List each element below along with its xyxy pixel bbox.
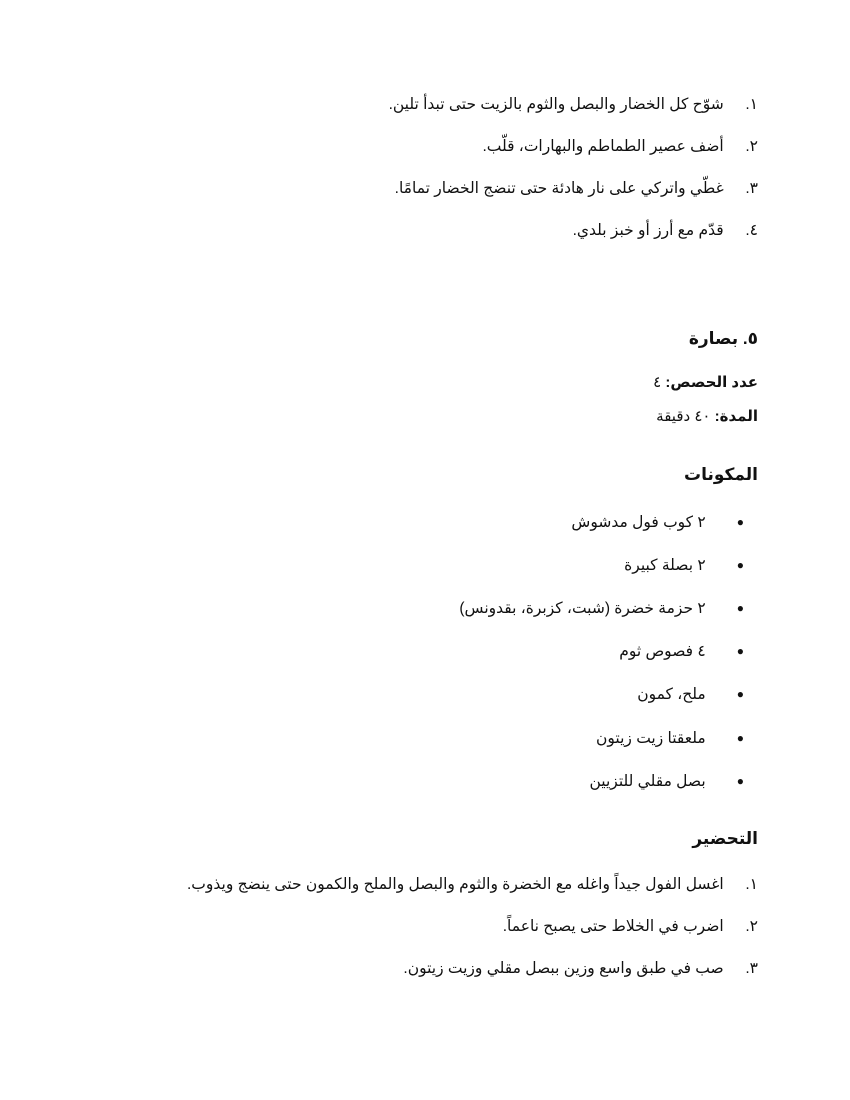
ingredient-item <box>60 512 744 533</box>
servings-line <box>653 373 758 393</box>
bullet-icon: ● <box>736 774 744 788</box>
bullet-icon: ● <box>736 644 744 658</box>
step-number: ٢. <box>745 138 758 155</box>
step-text: قدّم مع أرز أو خبز بلدي. <box>572 222 724 239</box>
ingredient-text: بصل مقلي للتزيين <box>589 773 706 790</box>
duration-value: ٤٠ دقيقة <box>656 408 711 425</box>
bullet-icon: ● <box>736 515 744 529</box>
step-text: اضرب في الخلاط حتى يصبح ناعماً. <box>502 918 724 935</box>
duration-line <box>656 407 758 427</box>
ingredient-item <box>60 641 744 662</box>
bullet-icon: ● <box>736 731 744 745</box>
step-text: اغسل الفول جيداً واغله مع الخضرة والثوم والبصل والملح والكمون حتى ينضج ويذوب. <box>187 876 724 893</box>
preparation-heading: التحضير <box>692 829 758 848</box>
duration-label: المدة: <box>714 408 758 425</box>
step-number: ٣. <box>745 180 758 197</box>
ingredient-text: ٤ فصوص ثوم <box>619 643 706 660</box>
recipe-title: ٥. بصارة <box>688 329 758 348</box>
step-number: ٣. <box>745 960 758 977</box>
ingredient-item <box>60 684 744 705</box>
step-number: ١. <box>745 876 758 893</box>
ingredient-item <box>60 728 744 749</box>
servings-label: عدد الحصص: <box>665 374 758 391</box>
ingredient-item <box>60 598 744 619</box>
ingredient-text: ٢ كوب فول مدشوش <box>571 514 706 531</box>
servings-value: ٤ <box>653 374 662 391</box>
preparation-step-3 <box>60 959 758 979</box>
ingredient-text: ملعقتا زيت زيتون <box>596 730 706 747</box>
bullet-icon: ● <box>736 687 744 701</box>
prev-step-4 <box>60 221 758 241</box>
step-number: ١. <box>745 96 758 113</box>
ingredient-item <box>60 555 744 576</box>
preparation-step-2 <box>60 917 758 937</box>
step-text: غطّي واتركي على نار هادئة حتى تنضج الخضار تمامًا. <box>394 180 724 197</box>
step-number: ٤. <box>745 222 758 239</box>
ingredient-text: ٢ بصلة كبيرة <box>624 557 706 574</box>
bullet-icon: ● <box>736 558 744 572</box>
ingredient-text: ملح، كمون <box>637 686 706 703</box>
step-text: أضف عصير الطماطم والبهارات، قلّب. <box>482 138 724 155</box>
step-text: شوّح كل الخضار والبصل والثوم بالزيت حتى تبدأ تلين. <box>388 96 724 113</box>
preparation-step-1 <box>60 875 758 895</box>
step-text: صب في طبق واسع وزين ببصل مقلي وزيت زيتون. <box>403 960 724 977</box>
ingredient-item <box>60 771 744 792</box>
bullet-icon: ● <box>736 601 744 615</box>
prev-step-2 <box>60 137 758 157</box>
ingredients-heading: المكونات <box>683 465 758 484</box>
prev-step-3 <box>60 179 758 199</box>
ingredient-text: ٢ حزمة خضرة (شبت، كزبرة، بقدونس) <box>459 600 706 617</box>
step-number: ٢. <box>745 918 758 935</box>
prev-step-1 <box>60 95 758 115</box>
